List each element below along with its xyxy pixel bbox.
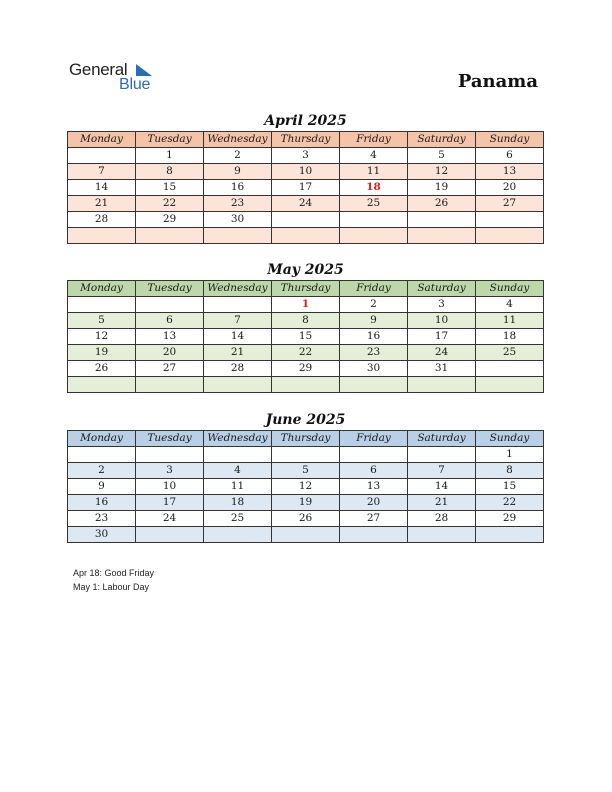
weekday-header: Thursday: [272, 281, 340, 297]
day-cell: 30: [204, 212, 272, 228]
day-cell: 2: [340, 297, 408, 313]
week-row: [68, 527, 544, 543]
weekday-header: Tuesday: [136, 132, 204, 148]
day-cell: 12: [408, 164, 476, 180]
calendar-table: [67, 280, 544, 393]
day-cell: 14: [68, 180, 136, 196]
day-cell: 22: [476, 495, 544, 511]
day-cell: 24: [408, 345, 476, 361]
day-cell: 23: [204, 196, 272, 212]
day-cell: [408, 228, 476, 244]
day-cell: 7: [204, 313, 272, 329]
day-cell: 29: [476, 511, 544, 527]
day-cell: 1: [272, 297, 340, 313]
week-row: [68, 164, 544, 180]
day-cell: [204, 228, 272, 244]
day-cell: [68, 447, 136, 463]
day-cell: [136, 447, 204, 463]
day-cell: [68, 148, 136, 164]
weekday-header: Friday: [340, 281, 408, 297]
month-april: [67, 111, 544, 244]
day-cell: 14: [408, 479, 476, 495]
week-row: [68, 196, 544, 212]
day-cell: 19: [68, 345, 136, 361]
day-cell: 7: [68, 164, 136, 180]
month-title: May 2025: [267, 262, 344, 278]
day-cell: 8: [476, 463, 544, 479]
day-cell: 27: [476, 196, 544, 212]
weekday-header: Sunday: [476, 132, 544, 148]
day-cell: 28: [68, 212, 136, 228]
weekday-header: Wednesday: [204, 431, 272, 447]
day-cell: 6: [136, 313, 204, 329]
day-cell: 2: [68, 463, 136, 479]
day-cell: 1: [476, 447, 544, 463]
day-cell: [408, 447, 476, 463]
day-cell: 23: [68, 511, 136, 527]
day-cell: [408, 377, 476, 393]
week-row: [68, 511, 544, 527]
day-cell: [272, 228, 340, 244]
day-cell: [136, 377, 204, 393]
day-cell: 15: [272, 329, 340, 345]
week-row: [68, 297, 544, 313]
logo-text-blue: Blue: [119, 76, 151, 93]
holiday-note: Apr 18: Good Friday: [73, 568, 155, 578]
weekday-header: Thursday: [272, 431, 340, 447]
logo-triangle-icon: [134, 63, 154, 77]
weekday-header: Wednesday: [204, 132, 272, 148]
day-cell: [272, 447, 340, 463]
day-cell: 2: [204, 148, 272, 164]
weekday-header-row: [68, 281, 544, 297]
day-cell: [340, 377, 408, 393]
day-cell: [68, 297, 136, 313]
day-cell: 18: [340, 180, 408, 196]
weekday-header-row: [68, 431, 544, 447]
day-cell: 15: [136, 180, 204, 196]
calendar-table: [67, 430, 544, 543]
week-row: [68, 180, 544, 196]
week-row: [68, 495, 544, 511]
day-cell: 21: [68, 196, 136, 212]
day-cell: 4: [204, 463, 272, 479]
day-cell: 5: [68, 313, 136, 329]
day-cell: 17: [272, 180, 340, 196]
weekday-header: Saturday: [408, 281, 476, 297]
day-cell: 29: [136, 212, 204, 228]
day-cell: [204, 377, 272, 393]
weekday-header: Tuesday: [136, 431, 204, 447]
weekday-header: Monday: [68, 132, 136, 148]
holiday-note: May 1: Labour Day: [73, 582, 150, 592]
day-cell: 21: [408, 495, 476, 511]
day-cell: [272, 377, 340, 393]
day-cell: [476, 527, 544, 543]
week-row: [68, 148, 544, 164]
day-cell: [340, 527, 408, 543]
day-cell: [204, 527, 272, 543]
week-row: [68, 447, 544, 463]
day-cell: 16: [68, 495, 136, 511]
day-cell: 22: [272, 345, 340, 361]
day-cell: 6: [340, 463, 408, 479]
day-cell: 24: [136, 511, 204, 527]
day-cell: 12: [68, 329, 136, 345]
holiday-notes: [73, 566, 154, 594]
day-cell: 18: [476, 329, 544, 345]
day-cell: 1: [136, 148, 204, 164]
day-cell: 31: [408, 361, 476, 377]
week-row: [68, 361, 544, 377]
day-cell: 13: [340, 479, 408, 495]
day-cell: [340, 447, 408, 463]
day-cell: 11: [204, 479, 272, 495]
day-cell: 9: [68, 479, 136, 495]
day-cell: 3: [136, 463, 204, 479]
day-cell: [136, 228, 204, 244]
day-cell: 26: [408, 196, 476, 212]
day-cell: 25: [204, 511, 272, 527]
month-title: April 2025: [264, 113, 347, 129]
day-cell: 3: [272, 148, 340, 164]
day-cell: [204, 297, 272, 313]
day-cell: [272, 527, 340, 543]
day-cell: 26: [68, 361, 136, 377]
day-cell: 13: [476, 164, 544, 180]
week-row: [68, 479, 544, 495]
calendar-table: [67, 131, 544, 244]
weekday-header: Saturday: [408, 132, 476, 148]
weekday-header: Thursday: [272, 132, 340, 148]
day-cell: 4: [476, 297, 544, 313]
weekday-header: Monday: [68, 431, 136, 447]
day-cell: [408, 527, 476, 543]
day-cell: 11: [476, 313, 544, 329]
month-june: [67, 410, 544, 543]
day-cell: 11: [340, 164, 408, 180]
day-cell: [476, 377, 544, 393]
day-cell: 20: [136, 345, 204, 361]
weekday-header: Sunday: [476, 431, 544, 447]
day-cell: 16: [340, 329, 408, 345]
day-cell: 10: [272, 164, 340, 180]
day-cell: 14: [204, 329, 272, 345]
weekday-header: Monday: [68, 281, 136, 297]
day-cell: 3: [408, 297, 476, 313]
day-cell: [408, 212, 476, 228]
weekday-header: Wednesday: [204, 281, 272, 297]
day-cell: 8: [136, 164, 204, 180]
month-title: June 2025: [265, 412, 346, 428]
week-row: [68, 377, 544, 393]
month-may: [67, 260, 544, 393]
day-cell: 27: [136, 361, 204, 377]
day-cell: 12: [272, 479, 340, 495]
day-cell: [340, 212, 408, 228]
week-row: [68, 228, 544, 244]
day-cell: 30: [340, 361, 408, 377]
day-cell: [204, 447, 272, 463]
weekday-header: Sunday: [476, 281, 544, 297]
day-cell: [136, 527, 204, 543]
day-cell: 17: [136, 495, 204, 511]
week-row: [68, 463, 544, 479]
day-cell: 20: [340, 495, 408, 511]
weekday-header: Friday: [340, 132, 408, 148]
weekday-header: Friday: [340, 431, 408, 447]
week-row: [68, 212, 544, 228]
day-cell: 9: [340, 313, 408, 329]
day-cell: [136, 297, 204, 313]
day-cell: 30: [68, 527, 136, 543]
day-cell: 23: [340, 345, 408, 361]
day-cell: 8: [272, 313, 340, 329]
day-cell: [272, 212, 340, 228]
day-cell: 26: [272, 511, 340, 527]
day-cell: 25: [476, 345, 544, 361]
day-cell: 17: [408, 329, 476, 345]
day-cell: [476, 212, 544, 228]
day-cell: [340, 228, 408, 244]
day-cell: 20: [476, 180, 544, 196]
weekday-header: Saturday: [408, 431, 476, 447]
day-cell: 21: [204, 345, 272, 361]
day-cell: 24: [272, 196, 340, 212]
week-row: [68, 345, 544, 361]
day-cell: [68, 377, 136, 393]
day-cell: 5: [272, 463, 340, 479]
day-cell: 16: [204, 180, 272, 196]
day-cell: 28: [204, 361, 272, 377]
weekday-header: Tuesday: [136, 281, 204, 297]
week-row: [68, 313, 544, 329]
day-cell: 22: [136, 196, 204, 212]
day-cell: [476, 228, 544, 244]
logo-text-general: General: [69, 60, 128, 79]
week-row: [68, 329, 544, 345]
day-cell: 13: [136, 329, 204, 345]
day-cell: 4: [340, 148, 408, 164]
day-cell: 6: [476, 148, 544, 164]
day-cell: 7: [408, 463, 476, 479]
day-cell: [68, 228, 136, 244]
logo: [69, 60, 169, 96]
day-cell: 10: [136, 479, 204, 495]
country-title: Panama: [457, 71, 538, 92]
day-cell: [476, 361, 544, 377]
day-cell: 15: [476, 479, 544, 495]
day-cell: 10: [408, 313, 476, 329]
day-cell: 18: [204, 495, 272, 511]
day-cell: 19: [408, 180, 476, 196]
day-cell: 28: [408, 511, 476, 527]
day-cell: 25: [340, 196, 408, 212]
day-cell: 9: [204, 164, 272, 180]
day-cell: 27: [340, 511, 408, 527]
day-cell: 19: [272, 495, 340, 511]
day-cell: 5: [408, 148, 476, 164]
weekday-header-row: [68, 132, 544, 148]
day-cell: 29: [272, 361, 340, 377]
